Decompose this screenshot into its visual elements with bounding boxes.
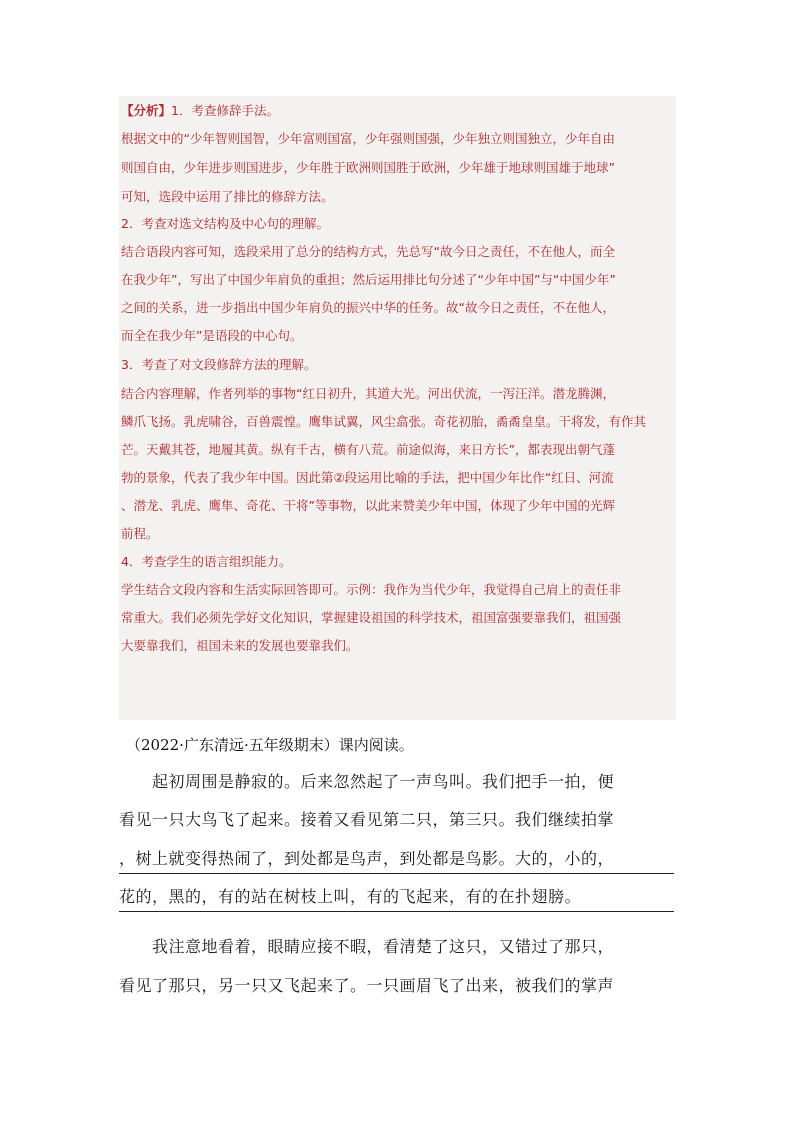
analysis-line: 在我少年”，写出了中国少年肩负的重担；然后运用排比句分述了“少年中国”与“中国少年” [121,272,616,287]
analysis-line: 结合语段内容可知，选段采用了总分的结构方式，先总写“故今日之责任，不在他人，而全 [121,244,615,259]
analysis-line: 大要靠我们，祖国未来的发展也要靠我们。 [121,638,359,653]
analysis-line: 根据文中的“少年智则国智，少年富则国富，少年强则国强，少年独立则国独立，少年自由 [121,131,615,146]
passage-line: 看见一只大鸟飞了起来。接着又看见第二只，第三只。我们继续拍掌 [119,810,615,829]
analysis-line: 学生结合文段内容和生活实际回答即可。示例：我作为当代少年，我觉得自己肩上的责任非 [121,582,622,597]
analysis-line: 勃的景象，代表了我少年中国。因此第②段运用比喻的手法，把中国少年比作“红日、河流 [121,470,614,485]
underline [119,911,674,912]
analysis-line: 之间的关系，进一步指出中国少年肩负的振兴中华的任务。故“故今日之责任，不在他人， [121,300,615,315]
analysis-line: 、潜龙、乳虎、鹰隼、奇花、干将”等事物，以此来赞美少年中国，体现了少年中国的光辉 [121,498,615,513]
analysis-line: 常重大。我们必须先学好文化知识，掌握建设祖国的科学技术，祖国富强要靠我们，祖国强 [121,610,622,625]
analysis-point-1-heading: 1．考查修辞手法。 [171,103,279,118]
passage-line: 看见了那只，另一只又飞起来了。一只画眉飞了出来，被我们的掌声 [119,976,615,995]
analysis-line: 结合内容理解，作者列举的事物“红日初升，其道大光。河出伏流，一泻汪洋。潜龙腾渊， [121,386,615,401]
passage-line: 起初周围是静寂的。后来忽然起了一声鸟叫。我们把手一拍，便 [119,772,615,791]
passage-line-underlined: 花的，黑的，有的站在树枝上叫，有的飞起来，有的在扑翅膀。 [119,887,582,906]
analysis-point-4-heading: 4．考查学生的语言组织能力。 [121,554,292,569]
analysis-line: 可知，选段中运用了排比的修辞方法。 [121,189,334,204]
analysis-header [121,103,676,119]
passage-line: 我注意地看着，眼睛应接不暇，看清楚了这只，又错过了那只， [119,937,615,956]
analysis-point-2-heading: 2．考查对选文结构及中心句的理解。 [121,216,329,231]
analysis-line: 而全在我少年”是语段的中心句。 [121,328,303,343]
analysis-line: 前程。 [121,526,159,541]
analysis-line: 则国自由，少年进步则国进步，少年胜于欧洲则国胜于欧洲，少年雄于地球则国雄于地球” [121,160,615,175]
question-title: （2022·广东清远·五年级期末）课内阅读。 [126,736,414,754]
underline [119,873,674,874]
analysis-point-3-heading: 3．考查了对文段修辞方法的理解。 [121,357,317,372]
analysis-line: 鳞爪飞扬。乳虎啸谷，百兽震惶。鹰隼试翼，风尘翕张。奇花初胎，矞矞皇皇。干将发，有作其 [121,414,647,429]
analysis-line: 芒。天戴其苍，地履其黄。纵有千古，横有八荒。前途似海，来日方长”，都表现出朝气蓬 [121,442,615,457]
passage-line-underlined: ，树上就变得热闹了，到处都是鸟声，到处都是鸟影。大的，小的， [119,849,615,868]
analysis-label: 【分析】 [121,103,172,118]
